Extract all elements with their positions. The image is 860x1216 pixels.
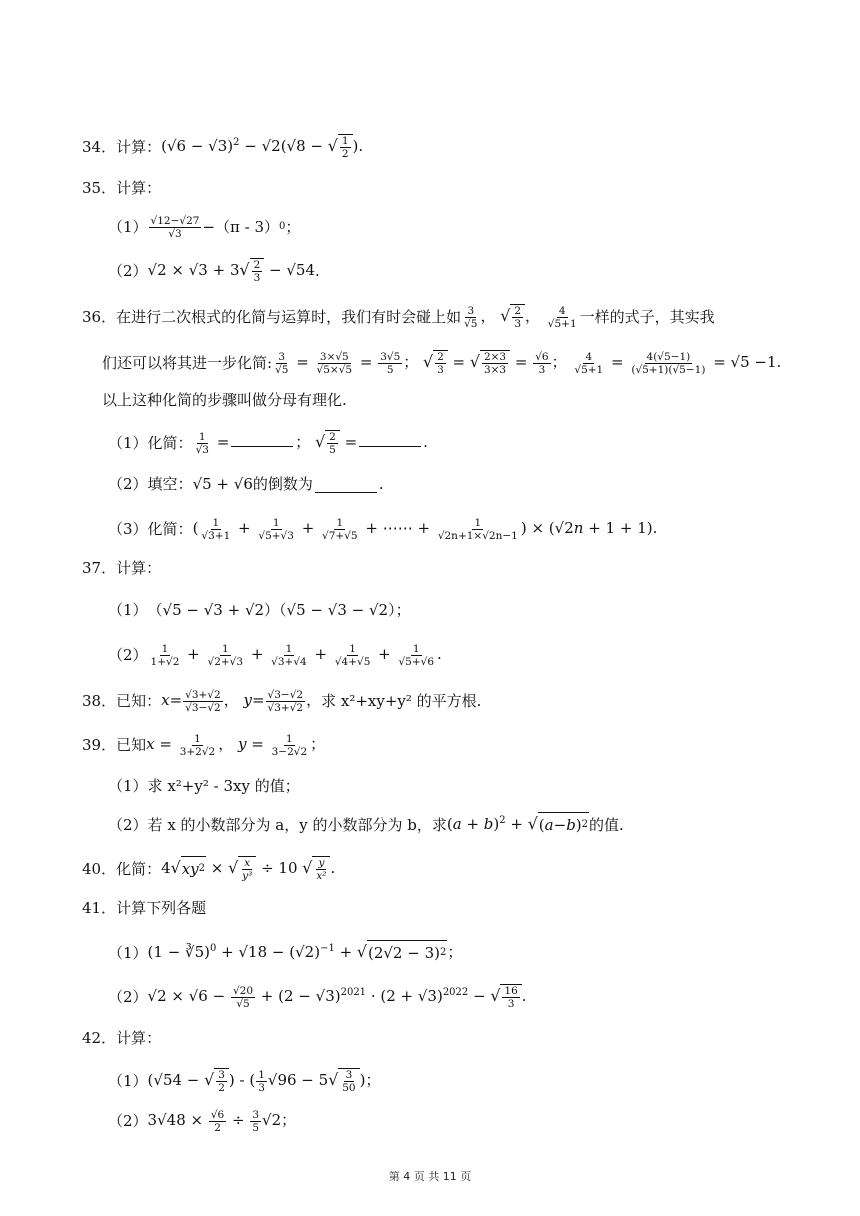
problem-41-part-1: （1） (1 − ∛5)$^0$ + $√18 - (√2)^{-1}$ + √ (2√2 − 3) 2 ； [108,940,462,965]
problem-37-part-1: （1） （√5 − √3 + √2）（√5 − √3 − √2）； [108,598,411,622]
problem-number: 39． [82,735,117,754]
problem-36-part-2: （2） 填空： √5 + √6 的倒数为 . [108,472,384,496]
problem-text: 计算： [116,179,162,197]
formula: $\frac{1}{√3}$ = ； √ $\frac{2}{5}$ = . [195,430,428,456]
formula: $\frac{√12-√27}{√3}$ [150,214,200,240]
page-footer: 第 4 页 共 11 页 [388,1170,472,1183]
formula: √5 + √6 [192,475,253,493]
problem-42-part-1: （1） (√54 − √ $\frac{3}{2}$ ) - ( $\frac{1}{3}$ √96 − 5 √ $\frac{3}{50}$ )； [108,1068,381,1094]
problem-number: 38． [82,691,117,710]
formula: $(√6 - √3)^2 - √2(√8$ − √ $\frac{1}{2}$ ). [161,135,364,160]
problem-35-part-2: （2） √2 × √3 + 3 √ $\frac{2}{3}$ − √54 . [108,259,320,284]
problem-34 [82,134,363,160]
formula: $\frac{1}{1+√2}$ + $\frac{1}{√2+√3}$ + $\frac{1}{√3+√4}$ + $\frac{1}{√4+√5}$ + $\frac{1}{√5+√6}$ . [150,642,442,668]
problem-39-part-1: （1） 求 x²+y² - 3xy 的值； [108,777,300,795]
formula: √2 × √3 + 3 √ $\frac{2}{3}$ − √54 [147,259,315,284]
problem-number: 37． [82,559,117,577]
problem-38: 38． 已知： x= $\frac{√3+√2}{√3-√2}$ ， y= $\frac{√3-√2}{√3+√2}$ ， 求 x²+xy+y² 的平方根. [82,688,482,714]
problem-35-part-1: （1） $\frac{√12-√27}{√3}$ −（π - 3） 0 ； [108,214,301,240]
problem-number: 35． [82,179,117,197]
problem-42: 42． 计算： [82,1026,161,1050]
problem-number: 42． [82,1029,117,1047]
problem-37-part-2: （2） $\frac{1}{1+√2}$ + $\frac{1}{√2+√3}$ + $\frac{1}{√3+√4}$ + $\frac{1}{√4+√5}$ + $\frac{1}{√5+√6}$ . [108,642,442,668]
formula: x = $\frac{1}{3+2√2}$ ， y = $\frac{1}{3-2√2}$ ； [146,732,326,758]
problem-number: 41． [82,899,117,917]
formula: ( $\frac{1}{√3+1}$ + $\frac{1}{√5+√3}$ + $\frac{1}{√7+√5}$ + ⋯⋯ + $\frac{1}{√2n+1\times√2n-1}$ ) × (√2n + 1 + 1). [192,516,658,542]
problem-40: 40． 化简： 4 √ xy 2 × √ $\frac{x}{\text{y³}}$ ÷ 10 √ $\frac{y}{\text{x²}}$ . [82,857,336,882]
formula: $(a + b)^2$ + √ ( a − b ) 2 [447,812,589,837]
problem-37 [82,556,161,580]
formula: (√54 − √ $\frac{3}{2}$ ) - ( $\frac{1}{3}$ √96 − 5 √ $\frac{3}{50}$ )； [147,1068,381,1094]
answer-blank [231,430,293,447]
problem-36-line-2: 们还可以将其进一步化简: $\frac{3}{√5}$ = $\frac{3\times√5}{√5\times√5}$ = $\frac{3√5}{5}$ ； √ $\frac{2}{3}$ = √ $\frac{2\times 3}{3\times 3}$ = $\frac{√6}{3}$ ； $\frac{4}{√5+1}$ = $\frac{4(√5-1)}{(√5+1)(√5-1)}$ = √5 −1. [102,350,782,376]
problem-36-line-3: 以上这种化简的步骤叫做分母有理化. [102,391,347,409]
problem-41-part-2: （2） √2 × √6 − $\frac{√20}{√5}$ + $(2 - √3)^{2021} \cdot (2 + √3)^{2022}$ − √ $\frac{16}{3}$ . [108,984,527,1010]
answer-blank [359,430,421,447]
problem-number: 34． [82,138,117,156]
formula: x= $\frac{√3+√2}{√3-√2}$ ， y= $\frac{√3-√2}{√3+√2}$ ， [161,688,322,714]
answer-blank [315,476,377,493]
problem-39: 39． 已知 x = $\frac{1}{3+2√2}$ ， y = $\frac{1}{3-2√2}$ ； [82,732,326,758]
formula: √2 × √6 − $\frac{√20}{√5}$ + $(2 - √3)^{2021} \cdot (2 + √3)^{2022}$ − √ $\frac{16}{3}$ . [147,984,527,1010]
formula: 3√48 × $\frac{√6}{2}$ ÷ $\frac{3}{5}$ √2； [147,1108,297,1134]
problem-42-part-2: （2） 3√48 × $\frac{√6}{2}$ ÷ $\frac{3}{5}$ √2； [108,1108,297,1134]
formula: （√5 − √3 + √2）（√5 − √3 − √2）； [147,601,411,619]
formula: $\frac{3}{√5}$ = $\frac{3\times√5}{√5\times√5}$ = $\frac{3√5}{5}$ ； √ $\frac{2}{3}$ = √ $\frac{2\times 3}{3\times 3}$ = $\frac{√6}{3}$ ； $\frac{4}{√5+1}$ = $\frac{4(√5-1)}{(√5+1)(√5-1)}$ = √5 −1. [275,350,782,376]
problem-39-part-2: （2） 若 x 的小数部分为 a，y 的小数部分为 b，求 $(a + b)^2$ + √ ( a − b ) 2 的值. [108,812,624,837]
formula: 4 √ xy 2 × √ $\frac{x}{\text{y³}}$ ÷ 10 √ $\frac{y}{\text{x²}}$ . [161,857,336,882]
problem-36: 36． 在进行二次根式的化简与运算时，我们有时会碰上如 $\frac{3}{√5}$ ， √ $\frac{2}{3}$ ， $\frac{4}{√5+1}$ 一样的式子，其实我 [82,304,715,330]
problem-35 [82,176,161,200]
formula: $\frac{3}{√5}$ ， √ $\frac{2}{3}$ ， $\frac{4}{√5+1}$ [464,304,577,330]
problem-36-part-1: （1） 化简： $\frac{1}{√3}$ = ； √ $\frac{2}{5}$ = . [108,430,428,456]
problem-36-part-3: （3） 化简： ( $\frac{1}{√3+1}$ + $\frac{1}{√5+√3}$ + $\frac{1}{√7+√5}$ + ⋯⋯ + $\frac{1}{√2n+1\times√2n-1}$ ) × (√2n + 1 + 1). [108,516,658,542]
problem-text: 计算： [116,559,162,577]
problem-number: 40． [82,860,117,878]
problem-number: 36． [82,308,117,326]
problem-text: 计算： [116,138,162,156]
problem-41: 41． 计算下列各题 [82,896,206,920]
formula: (1 − ∛5)$^0$ + $√18 - (√2)^{-1}$ + √ (2√2 − 3) 2 ； [148,940,463,965]
